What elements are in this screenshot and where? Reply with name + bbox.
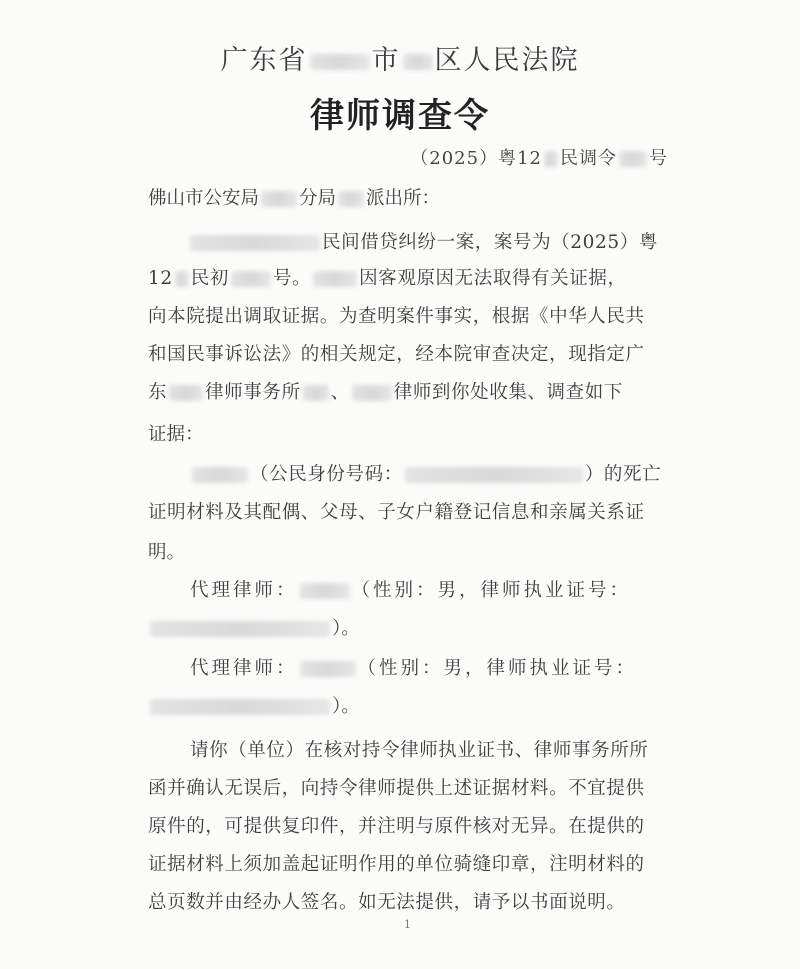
evidence-text-1b: ）的死亡 bbox=[584, 464, 662, 485]
court-name bbox=[0, 38, 800, 77]
redacted-ref-number bbox=[619, 151, 647, 167]
redacted-lawyer-1 bbox=[303, 385, 329, 401]
lawyer-2-label: 代理律师： bbox=[190, 658, 298, 679]
redacted-case-number bbox=[231, 271, 271, 287]
evidence-line-3: 明。 bbox=[148, 542, 186, 563]
redacted-lawyer-2-license bbox=[150, 699, 330, 715]
redacted-branch bbox=[261, 191, 297, 207]
evidence-text-1a: （公民身份号码： bbox=[250, 464, 403, 485]
para1-line-1 bbox=[188, 228, 658, 254]
redacted-id-number bbox=[405, 467, 583, 483]
para1-text-5d: 律师到你处收集、调查如下 bbox=[393, 382, 623, 403]
recipient-part-3: 派出所： bbox=[366, 188, 441, 209]
closing-line-3: 原件的，可提供复印件，并注明与原件核对无异。在提供的 bbox=[148, 816, 645, 837]
lawyer-2-line bbox=[190, 654, 637, 680]
closing-line-1: 请你（单位）在核对持令律师执业证书、律师事务所所 bbox=[190, 740, 649, 761]
redacted-district bbox=[403, 54, 433, 70]
redacted-case-court bbox=[175, 271, 189, 287]
para1-text-2c: 号。 bbox=[272, 268, 312, 289]
evidence-line-1 bbox=[190, 460, 661, 486]
ref-part-1: （2025）粤12 bbox=[410, 148, 542, 169]
court-name-part-2: 市 bbox=[371, 45, 401, 76]
redacted-ref-court bbox=[544, 151, 558, 167]
closing-line-5: 总页数并由经办人签名。如无法提供，请予以书面说明。 bbox=[148, 892, 626, 913]
closing-line-4: 证据材料上须加盖起证明作用的单位骑缝印章，注明材料的 bbox=[148, 854, 645, 875]
recipient-part-1: 佛山市公安局 bbox=[148, 188, 260, 209]
para1-text-5c: 、 bbox=[330, 382, 350, 403]
para1-text-5b: 律师事务所 bbox=[205, 382, 301, 403]
redacted-law-firm bbox=[169, 385, 203, 401]
para1-line-2 bbox=[148, 264, 627, 290]
page-number: 1 bbox=[404, 918, 411, 931]
para1-line-4: 和国民事诉讼法》的相关规定，经本院审查决定，现指定广 bbox=[148, 344, 645, 365]
redacted-lawyer-2-name bbox=[300, 661, 356, 677]
court-name-part-3: 区人民法院 bbox=[434, 45, 580, 76]
lawyer-2-license-line bbox=[148, 692, 360, 718]
closing-line-2: 函并确认无误后，向持令律师提供上述证据材料。不宜提供 bbox=[148, 778, 645, 799]
lawyer-1-end: ）。 bbox=[332, 618, 360, 639]
lawyer-1-label: 代理律师： bbox=[190, 580, 298, 601]
lawyer-2-detail: （性别：男，律师执业证号： bbox=[357, 658, 638, 679]
lawyer-1-license-line bbox=[148, 614, 360, 640]
lawyer-2-end: ）。 bbox=[332, 696, 360, 717]
lawyer-1-line bbox=[190, 576, 631, 602]
lawyer-1-detail: （性别：男，律师执业证号： bbox=[351, 580, 632, 601]
para1-text-5a: 东 bbox=[148, 382, 168, 403]
document-title: 律师调查令 bbox=[310, 96, 490, 136]
recipient-part-2: 分局 bbox=[299, 188, 337, 209]
evidence-line-2: 证明材料及其配偶、父母、子女户籍登记信息和亲属关系证 bbox=[148, 502, 645, 523]
redacted-station bbox=[338, 191, 364, 207]
redacted-lawyer-1-name bbox=[300, 583, 350, 599]
recipient-line bbox=[148, 184, 440, 210]
para1-text-2d: 因客观原因无法取得有关证据， bbox=[359, 268, 627, 289]
para1-line-3: 向本院提出调取证据。为查明案件事实，根据《中华人民共 bbox=[148, 306, 645, 327]
para1-text-2a: 12 bbox=[148, 268, 173, 289]
para1-text-2b: 民初 bbox=[190, 268, 229, 289]
redacted-deceased-name bbox=[192, 467, 248, 483]
redacted-applicant bbox=[313, 271, 357, 287]
redacted-city bbox=[310, 54, 370, 70]
para1-text-1: 民间借贷纠纷一案，案号为（2025）粤 bbox=[322, 232, 658, 253]
redacted-lawyer-1-license bbox=[150, 621, 330, 637]
ref-part-3: 号 bbox=[649, 148, 668, 169]
para1-line-5 bbox=[148, 378, 623, 404]
para1-line-6: 证据： bbox=[148, 424, 204, 445]
redacted-lawyer-2 bbox=[352, 385, 392, 401]
ref-part-2: 民调令 bbox=[560, 148, 617, 169]
reference-number bbox=[410, 144, 668, 170]
redacted-parties bbox=[190, 235, 320, 251]
court-name-part-1: 广东省 bbox=[220, 45, 308, 76]
